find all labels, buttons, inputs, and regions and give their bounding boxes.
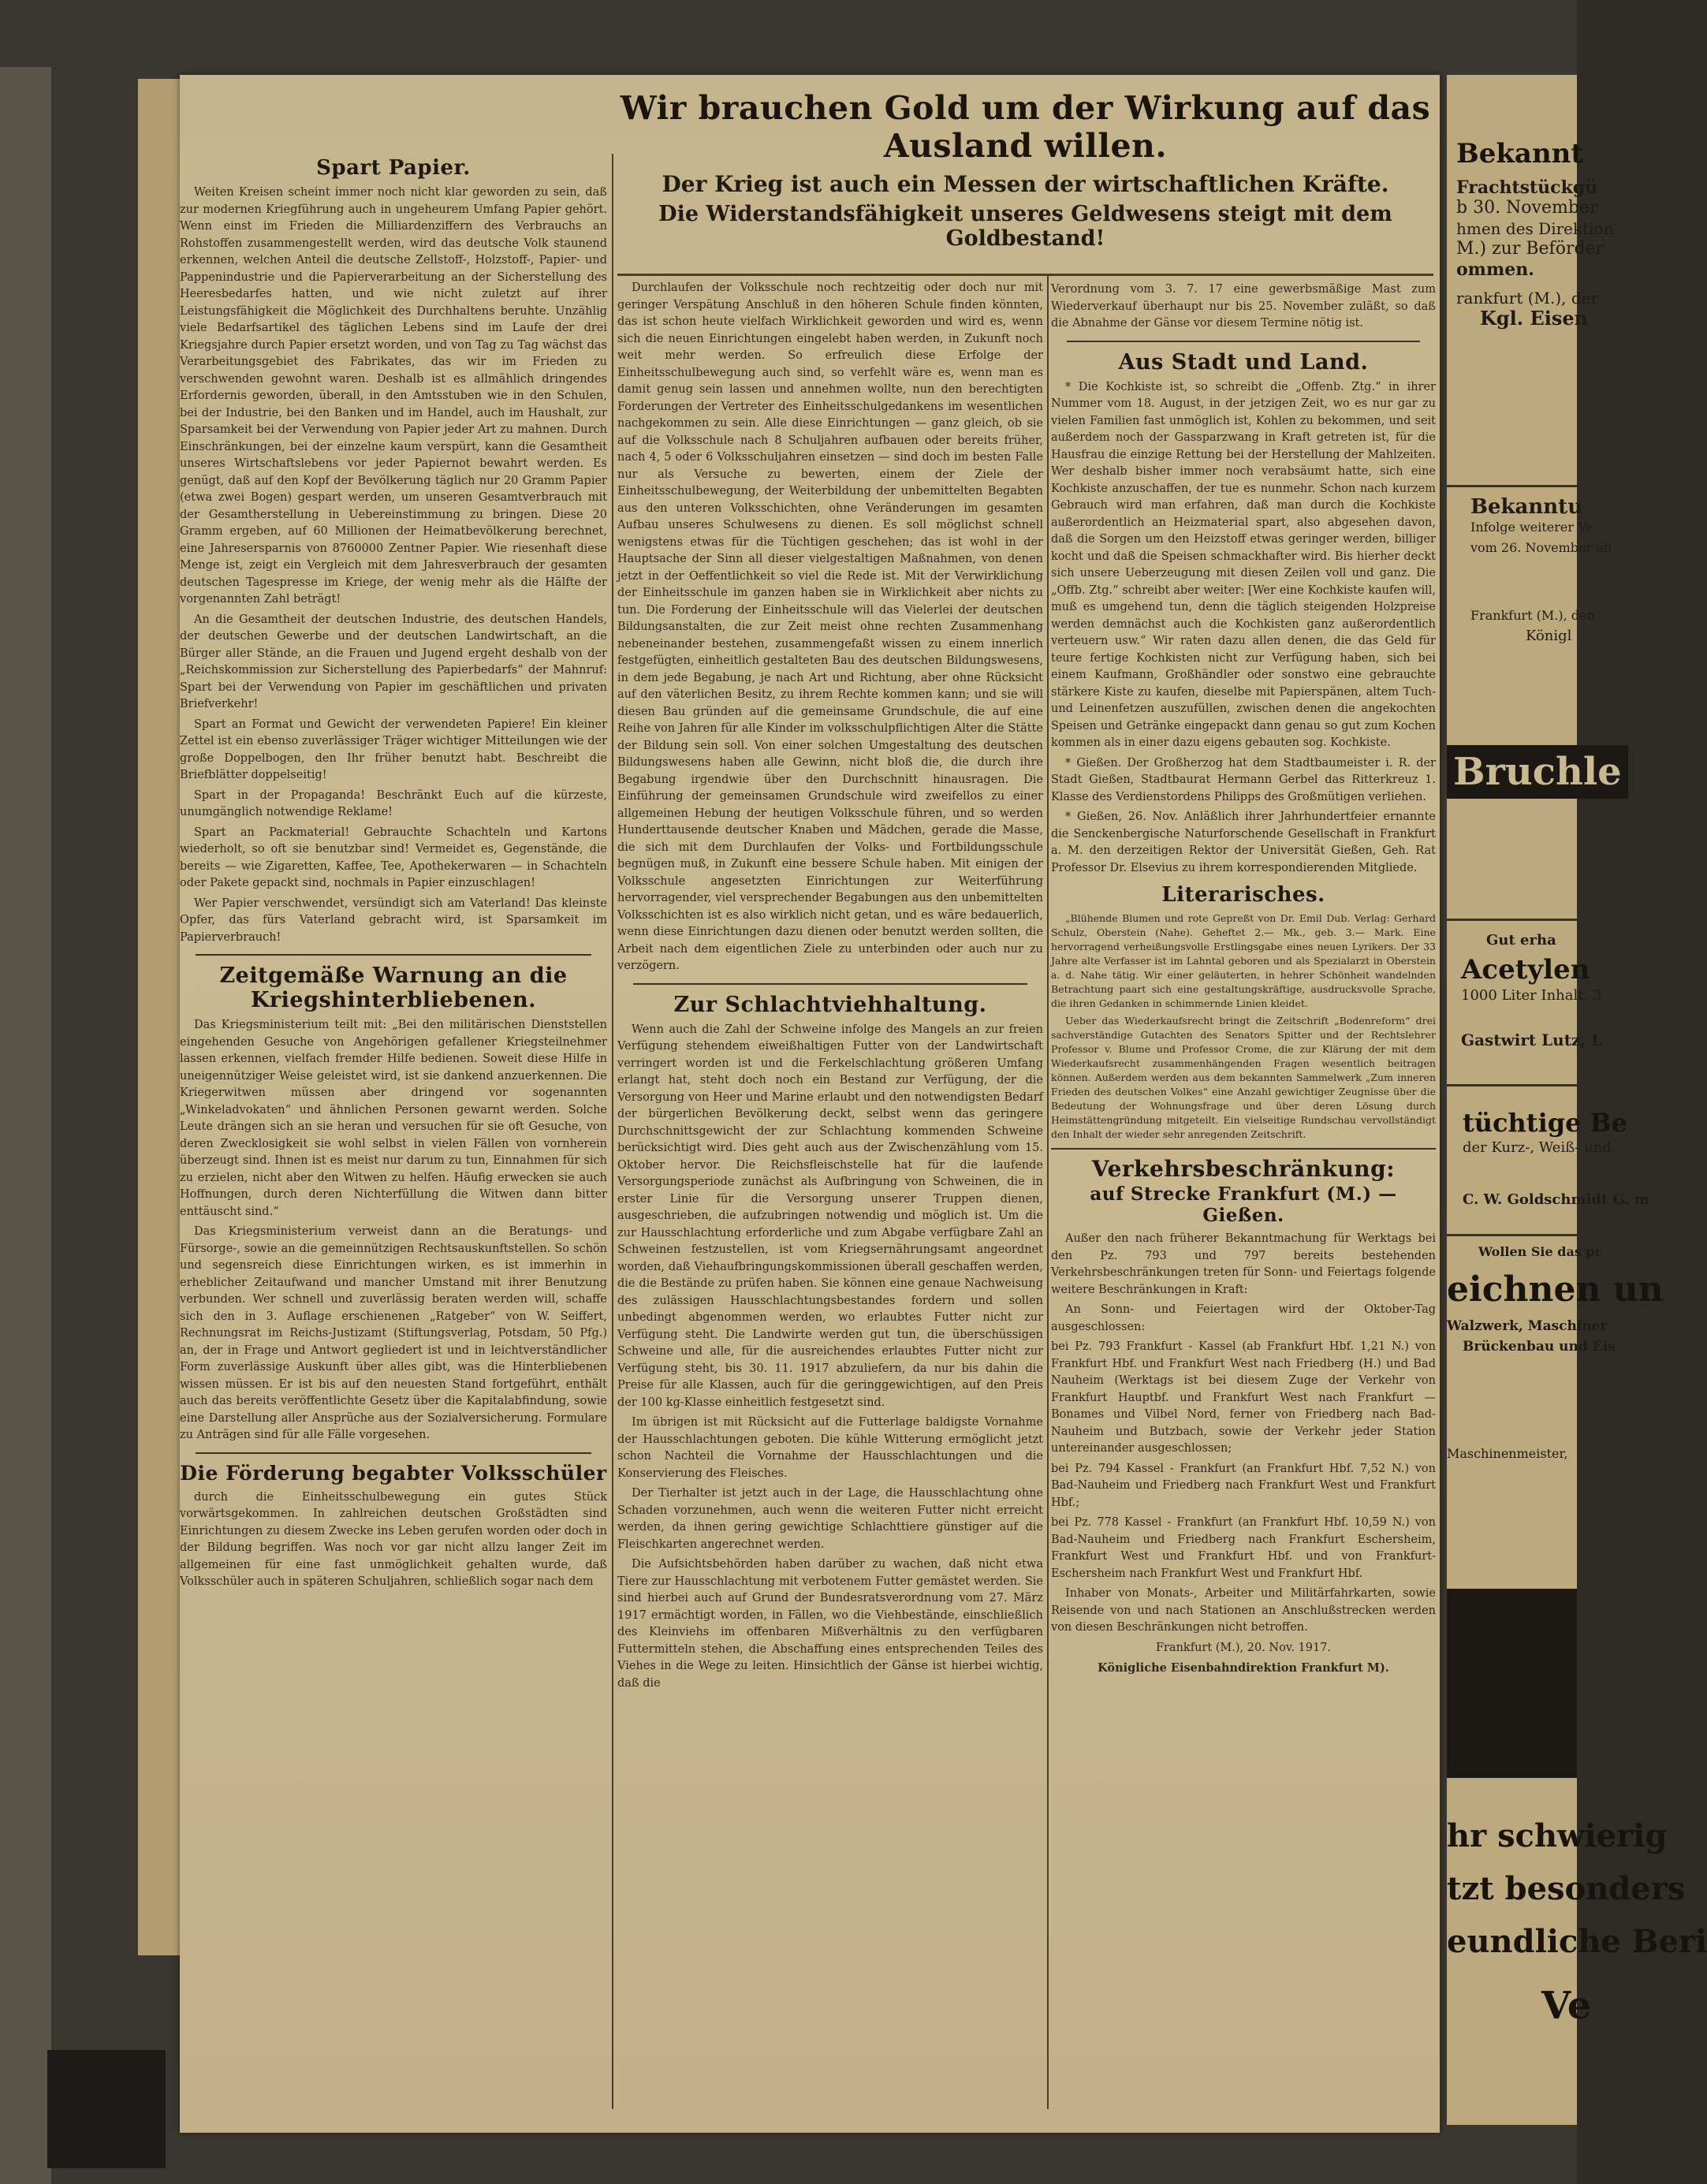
ad-brand: Bruchle (1447, 745, 1628, 799)
ad-line: Walzwerk, Maschiner (1447, 1318, 1608, 1334)
article-title: Zeitgemäße Warnung an die Kriegshinterbliebenen. (219, 963, 568, 1012)
page-edge (138, 79, 185, 1955)
article-paragraph: bei Pz. 794 Kassel - Frankfurt (an Frankfurt Hbf. 7,52 N.) von Bad-Nauheim und Friedberg nach Frankfurt West und Frankfurt Hbf.; (1051, 1462, 1436, 1509)
ad-block (1478, 1242, 1601, 1262)
article-paragraph: * Gießen, 26. Nov. Anläßlich ihrer Jahrhundertfeier ernannte die Senckenbergische Naturforschende Gesellschaft in Frankfurt a. M. den derzeitigen Rektor der Universität Gießen, Geh. Rat Professor Dr. Elsevius zu ihrem korrespondierenden Mitgliede. (1051, 811, 1436, 874)
ad-heading: Ve (1541, 1984, 1592, 2028)
masthead (617, 83, 1433, 251)
ad-line: Wollen Sie das pr (1478, 1244, 1602, 1259)
ad-line: Königl (1526, 628, 1572, 644)
article-paragraph: Durchlaufen der Volksschule noch rechtzeitig oder doch nur mit geringer Verspätung Anschluß in den höheren Schule finden könnten, das ist schon heute vielfach Wirklichkeit geworden und wird es, wenn sich die neuen Einrichtungen eingelebt haben werden, in Zukunft noch weit mehr werden. So erfreulich diese Erfolge der Einheitsschulbewegung auch sind, so verfehlt wäre es, wenn man es damit genug sein lassen und annehmen wollte, nun den berechtigten Forderungen der Vertreter des Einheitsschulgedankens im wesentlichen nachgekommen zu sein. Alle diese Einrichtungen — ganz gleich, ob sie auf die Volksschule nach 8 Schuljahren aufbauen oder bereits früher, nach 4, 5 oder 6 Volksschuljahren einsetzen — sind doch im besten Falle nur als Versuche zu bewerten, einem der Ziele der Einheitsschulbewegung, der Weiterbildung der unbemittelten Begabten aus den unteren Volksschichten, ohne Veränderungen im gesamten Aufbau unseres Schulwesens zu dienen. Es soll möglichst schnell wenigstens etwas für die Tüchtigen geschehen; das ist wohl in der Hauptsache der Sinn all dieser vielgestaltigen Maßnahmen, von denen jetzt in der Oeffentlichkeit so viel die Rede ist. Mit der Verwirklichung der Einheitsschule im ganzen haben sie in Wirklichkeit aber nichts zu tun. Die Forderung der Einheitsschule will das Vielerlei der deutschen Bildungsanstalten, die zur Zeit meist ohne rechten Zusammenhang nebeneinander bestehen, zusammengefaßt wissen zu einem innerlich festgefügten, einheitlich gestalteten Bau des deutschen Bildungswesens, in dem jede Begabung, je nach Art und Richtung, aber ohne Rücksicht auf den väterlichen Besitz, zu ihrem Rechte kommen kann; und sie will diesen Bau gründen auf die gemeinsame Grundschule, die auf eine Reihe von Jahren für alle Kinder im volksschulpflichtigen Alter die Stätte der Bildung sein soll. Von einer solchen Umgestaltung des deutschen Bildungswesens haben alle Gewinn, nicht bloß die, die durch ihre Begabung irgendwie über den Durchschnitt hinausragen. Die Einführung der gemeinsamen Grundschule wird zweifellos zu einer allgemeinen Hebung der heutigen Volksschule führen, und so werden Hunderttausende deutscher Knaben und Mädchen, gerade die Masse, die sich mit dem Durchlaufen der Volks- und Fortbildungsschule begnügen muß, in Zukunft eine bessere Schule haben. Mit einigen der Volksschule angesetzten Einrichtungen zur Weiterführung hervorragender, viel versprechender Begabungen aus den unbemittelten Volksschichten ist es also wirklich nicht getan, und es wäre bedauerlich, wenn diese Einrichtungen dazu dienen oder benutzt werden sollten, die Arbeit nach dem eigentlichen Ziele zu unterbinden oder auch nur zu verzögern. (617, 281, 1043, 972)
ad-rule (1447, 919, 1577, 921)
article-title: Verkehrsbeschränkung: (1091, 1156, 1396, 1182)
article-title: Zur Schlachtviehhaltung. (673, 992, 987, 1017)
ad-heading: tüchtige Be (1463, 1108, 1628, 1138)
ad-heading: tzt besonders (1447, 1870, 1686, 1907)
divider (196, 1452, 591, 1454)
column-middle (617, 280, 1043, 2113)
adjacent-page (1447, 75, 1707, 2125)
ad-line: Infolge weiterer Ve (1470, 520, 1593, 535)
masthead-subtitle-2: Die Widerstandsfähigkeit unseres Geldwesens steigt mit dem Goldbestand! (658, 202, 1392, 251)
ad-line: Frachtstückgü (1456, 177, 1598, 198)
ad-line: rankfurt (M.), der (1456, 289, 1599, 307)
ad-line: 1000 Liter Inhalt, 3 (1461, 987, 1602, 1004)
ad-brand-box (1447, 745, 1628, 799)
ad-line: ommen. (1456, 259, 1534, 280)
article-paragraph: Spart in der Propaganda! Beschränkt Euch auf die kürzeste, unumgänglich notwendige Reklame! (180, 788, 607, 818)
article-paragraph: bei Pz. 778 Kassel - Frankfurt (an Frankfurt Hbf. 10,59 N.) von Bad-Nauheim und Friedberg nach Frankfurt Eschersheim, Frankfurt West und Frankfurt Hbf. und von Frankfurt-Eschersheim nach Frankfurt West und Frankfurt Hbf. (1051, 1516, 1436, 1580)
article-title: Aus Stadt und Land. (1118, 349, 1369, 375)
column-right (1051, 281, 1436, 2115)
ad-block (1447, 1269, 1664, 1464)
article-paragraph: Im übrigen ist mit Rücksicht auf die Futterlage baldigste Vornahme der Hausschlachtungen geboten. Die kühle Witterung ermöglicht jetzt schon Nachteil die Vornahme der Hausschlachtungen und die Konservierung des Fleisches. (617, 1416, 1043, 1480)
ad-line: hmen des Direktion (1456, 219, 1614, 238)
ad-block (1470, 497, 1612, 647)
scan-corner (47, 2050, 166, 2168)
ad-line: C. W. Goldschmidt G. m (1463, 1191, 1649, 1208)
article-paragraph: Wer Papier verschwendet, versündigt sich am Vaterland! Das kleinste Opfer, das fürs Vaterland gebracht wird, ist Sparsamkeit im Papierverbrauch! (180, 896, 607, 944)
column-rule-mid (1047, 276, 1049, 2109)
ad-rule (1447, 485, 1577, 487)
ad-line: Brückenbau und Eis (1463, 1339, 1616, 1355)
article-paragraph: Verordnung vom 3. 7. 17 eine gewerbsmäßige Mast zum Wiederverkauf überhaupt nur bis 25. November zuläßt, so daß die Abnahme der Gänse vor diesem Termine nötig ist. (1051, 283, 1436, 330)
article-paragraph: bei Pz. 793 Frankfurt - Kassel (ab Frankfurt Hbf. 1,21 N.) von Frankfurt Hbf. und Frankfurt West nach Friedberg (H.) und Bad Nauheim (Werktags ist bei diesem Zuge der Verkehr von Frankfurt Hauptbf. und Frankfurt West nach Frankfurt — Bonames und Vilbel Nord, ferner von Friedberg nach Bad-Nauheim und Butzbach, sowie der Verkehr jeder Station untereinander ausgeschlossen; (1051, 1340, 1436, 1455)
article-paragraph: * Gießen. Der Großherzog hat dem Stadtbaumeister i. R. der Stadt Gießen, Stadtbaurat Hermann Gerbel das Ritterkreuz 1. Klasse des Verdienstordens Philipps des Großmütigen verliehen. (1051, 756, 1436, 803)
article-paragraph: * Die Kochkiste ist, so schreibt die „Offenb. Ztg.“ in ihrer Nummer vom 18. August, in der jetzigen Zeit, wo es nur gar zu vielen Familien fast unmöglich ist, Kohlen zu bekommen, und seit außerdem noch der Gassparzwang in Kraft getreten ist, für die Hausfrau die einzige Rettung bei der Herstellung der Mahlzeiten. Wer deshalb bisher immer noch verabsäumt hatte, sich eine Kochkiste anzuschaffen, der tue es nunmehr. Schon nach kurzem Gebrauch wird man erfahren, daß man durch die Kochkiste außerordentlich an Heizmaterial spart, also abgesehen davon, daß die Sorgen um den Heizstoff etwas geringer werden, billiger kocht und daß die Speisen schmackhafter wird. Bis hierher deckt sich unsere Ueberzeugung mit diesen Zeilen voll und ganz. Die „Offb. Ztg.“ schreibt aber weiter: [Wer eine Kochkiste kaufen will, muß es umgehend tun, denn die täglich steigenden Holzpreise werden demnächst auch die Kochkisten ganz außerordentlich verteuern usw.“ Wir raten dazu allen denen, die das Geld für teure fertige Kochkisten nicht zur Verfügung haben, sich bei einem Kaufmann, Großhändler oder sonstwo eine gebrauchte stärkere Kiste zu kaufen, dieselbe mit Papierspänen, altem Tuch- und Leinenfetzen auszufüllen, zwischen denen die angekochten Speisen und Getränke eingepackt dann genau so gut zum Kochen kommen als in einer dazu eigens gebauten sog. Kochkiste. (1051, 380, 1436, 749)
divider (633, 983, 1027, 985)
article-date: Frankfurt (M.), 20. Nov. 1917. (1155, 1641, 1332, 1654)
article-paragraph: Wenn auch die Zahl der Schweine infolge des Mangels an zur freien Verfügung stehendem eiweißhaltigen Futter von der Landwirtschaft verringert worden ist und die Ferkelschlachtung größeren Umfang erlangt hat, steht doch noch ein Bestand zur Verfügung, der die Versorgung von Heer und Marine erlaubt und den notwendigsten Bedarf der bürgerlichen Bevölkerung deckt, selbst wenn das geringere Durchschnittsgewicht der zur Schlachtung kommenden Schweine berücksichtigt wird. Dies geht auch aus der Zwischenzählung vom 15. Oktober hervor. Die Reichsfleischstelle hat für die laufende Versorgungsperiode zunächst als Aufbringung von Schweinen, die in erster Linie für die Versorgung unserer Truppen dienen, ausgeschrieben, die aufzubringen notwendig und möglich ist. Um die zur Hausschlachtung erforderliche und zum Abgabe verfügbare Zahl an Schweinen festzustellen, ist vom Kriegsernährungsamt angeordnet worden, daß Viehaufbringungskommissionen überall geschaffen werden, die die Bestände zu prüfen haben. Sie können eine genaue Nachweisung des zulässigen Hausschlachtungsbestandes fordern und sollen unbedingt abgenommen werden, wo erlaubtes Futter nicht zur Verfügung steht. Die Landwirte werden gut tun, die überschüssigen Schweine und alle, für die ausreichendes erlaubtes Futter nicht zur Verfügung steht, bis 30. 11. 1917 abzuliefern, da nur bis dahin die Preise für alle Klassen, auch für die geringgewichtigen, auf den Preis der 100 kg-Klasse einheitlich festgesetzt sind. (617, 1023, 1043, 1409)
article-title: Spart Papier. (316, 156, 471, 180)
article-subtitle: auf Strecke Frankfurt (M.) — Gießen. (1090, 1183, 1397, 1226)
ad-illustration (1447, 1589, 1577, 1778)
masthead-rule (617, 274, 1433, 276)
ad-heading: Bekanntu (1470, 495, 1583, 519)
ad-line: Gastwirt Lutz, L (1461, 1031, 1603, 1049)
divider (1051, 1148, 1436, 1150)
ad-heading: eundliche Beri (1447, 1923, 1707, 1960)
article-paragraph: durch die Einheitsschulbewegung ein gutes Stück vorwärtsgekommen. In zahlreichen deutschen Großstädten sind Einrichtungen zu diesem Zwecke ins Leben gerufen worden oder doch in der Bildung begriffen. Was noch vor gar nicht allzu langer Zeit im allgemeinen für eine fast unmöglichkeit gehalten wurde, daß Volksschüler auch in späteren Schuljahren, schließlich sogar nach dem (180, 1490, 607, 1588)
ad-brand: Acetylen (1461, 954, 1590, 986)
ad-heading: hr schwierig (1447, 1817, 1668, 1854)
ad-line: Gut erha (1486, 932, 1556, 949)
ad-line: vom 26. November ab (1470, 540, 1612, 555)
column-rule-left (612, 154, 613, 2109)
ad-block (1456, 138, 1613, 329)
ad-line: M.) zur Beförder (1456, 239, 1605, 259)
article-paragraph: Ueber das Wiederkaufsrecht bringt die Zeitschrift „Bodenreform“ drei sachverständige Gutachten des Senators Spitter und der Rechtslehrer Professor v. Blume und Professor Crome, die zur Klärung der mit dem Wiederkaufsrecht zusammenhängenden Fragen wesentlich beitragen können. Außerdem werden aus dem bekannten Sammelwerk „Zum inneren Frieden des deutschen Volkes“ eine Anzahl gewichtiger Zeugnisse über die Bedeutung der Wohnungsfrage und über deren Lösung durch Heimstättengründung mitgeteilt. Ein vielseitige Rundschau vervollständigt den Inhalt der wieder sehr anregenden Zeitschrift. (1051, 1015, 1436, 1140)
ad-line: der Kurz-, Weiß- und (1463, 1139, 1612, 1156)
ad-line: Kgl. Eisen (1480, 307, 1589, 330)
masthead-title: Wir brauchen Gold um der Wirkung auf das Ausland willen. (620, 89, 1431, 165)
column-left (180, 150, 607, 2113)
article-paragraph: Außer den nach früherer Bekanntmachung für Werktags bei den Pz. 793 und 797 bereits bestehenden Verkehrsbeschränkungen treten für Sonn- und Feiertags folgende weitere Beschränkungen in Kraft: (1051, 1232, 1436, 1296)
newspaper-page (180, 75, 1440, 2133)
ad-line: Maschinenmeister, (1447, 1446, 1568, 1461)
divider (196, 954, 591, 956)
article-paragraph: An Sonn- und Feiertagen wird der Oktober-Tag ausgeschlossen: (1051, 1303, 1436, 1333)
ad-line: Frankfurt (M.), den (1470, 608, 1595, 623)
article-paragraph: Der Tierhalter ist jetzt auch in der Lage, die Hausschlachtung ohne Schaden vorzunehmen, auch wenn die weiteren Futter nicht erreicht werden, da ihnen gering gewichtige Schlachttiere günstiger auf die Fleischkarten angerechnet werden. (617, 1487, 1043, 1551)
article-paragraph: Inhaber von Monats-, Arbeiter und Militärfahrkarten, sowie Reisende von und nach Stationen an Anschlußstrecken werden von diesen Beschränkungen nicht betroffen. (1051, 1587, 1436, 1634)
ad-block (1486, 930, 1556, 951)
ad-brand: eichnen un (1447, 1269, 1664, 1310)
article-paragraph: Das Kriegsministerium verweist dann an die Beratungs- und Fürsorge-, sowie an die gemeinnützigen Rechtsauskunftstellen. So schön und segensreich diese Einrichtungen wirken, es ist immerhin in erheblicher Zeitaufwand und mancher Umstand mit ihrer Benutzung verbunden. Wer schnell und zuverlässig beraten werden will, schaffe sich den in 3. Auflage erschienenen „Ratgeber“ von W. Seiffert, Rechnungsrat im Reichs-Justizamt (Stiftungsverlag, Potsdam, 50 Pfg.) an, der in Frage und Antwort gegliedert ist und in leichtverständlicher Form zuverlässige Auskunft über alles gibt, was die Hinterbliebenen wissen müssen. Er ist bis auf den neuesten Stand fortgeführt, enthält auch das bereits veröffentlichte Gesetz über die Kapitalabfindung, sowie eine Darstellung aller Ansprüche aus der Sozialversicherung. Formulare zu Anträgen sind für alle Fälle vorgesehen. (180, 1225, 607, 1441)
ad-block (1461, 954, 1602, 1050)
article-paragraph: Das Kriegsministerium teilt mit: „Bei den militärischen Dienststellen eingehenden Gesuche von Angehörigen gefallener Kriegsteilnehmer lassen erkennen, vielfach fremder Hilfe bedienen. Soweit diese Hilfe in uneigennütziger Weise geleistet wird, ist sie dankend anzuerkennen. Die Kriegerwitwen müssen aber dringend vor sogenannten „Winkeladvokaten“ und ähnlichen Personen gewarnt werden. Solche Leute drängen sich an sie heran und versuchen für sie oft Gesuche, von deren Zwecklosigkeit sie wohl selbst in vielen Fällen von vornherein überzeugt sind. Ihnen ist es meist nur darum zu tun, Einnahmen für sich zu erzielen, nicht aber den Witwen zu helfen. Häufig erwecken sie auch Hoffnungen, durch deren Nichterfüllung die Witwen dann bitter enttäuscht sind.“ (180, 1019, 607, 1218)
article-title: Literarisches. (1161, 883, 1325, 907)
article-paragraph: Weiten Kreisen scheint immer noch nicht klar geworden zu sein, daß zur modernen Kriegführung auch in ungeheurem Umfang Papier gehört. Wenn einst im Frieden die Milliardenziffern des Verbrauchs an Rohstoffen zusammengestellt werden, wird das deutsche Volk staunend erkennen, welchen Anteil die deutsche Zellstoff-, Holzstoff-, Papier- und Pappenindustrie und die Papierverarbeitung an der Sicherstellung des Heeresbedarfes hatten, und wie nicht zuletzt auf ihrer Leistungsfähigkeit die Möglichkeit des Durchhaltens beruhte. Unzählig viele Bedarfsartikel des täglichen Lebens sind im Laufe der drei Kriegsjahre durch Papier ersetzt worden, und von Tag zu Tag wächst das Verarbeitungsgebiet des Fabrikates, das wir im Frieden zu verschwenden gewohnt waren. Deshalb ist es allmählich dringendes Erfordernis geworden, überall, in den Amtsstuben wie in den Schulen, bei der Industrie, bei den Banken und im Handel, auch im Haushalt, zur Sparsamkeit bei der Verwendung von Papier jeder Art zu mahnen. Durch Einschränkungen, bei der einzelne kaum verspürt, kann die Gesamtheit unseres Wirtschaftslebens vor jeder Papiernot bewahrt werden. Es genügt, daß auf den Kopf der Bevölkerung täglich nur 20 Gramm Papier (etwa zwei Bogen) gespart werden, um unseren Gesamtverbrauch mit der Gesamtherstellung in Uebereinstimmung zu bringen. Diese 20 Gramm ergeben, auf 60 Millionen der Heimatbevölkerung berechnet, eine Jahresersparnis von 8760000 Zentner Papier. Wie riesenhaft diese Menge ist, zeigt ein Vergleich mit dem Jahresverbrauch der gesamten deutschen Tagespresse im Kriege, der wenig mehr als die Hälfte der vorgenannten Zahl beträgt! (180, 186, 607, 606)
article-title: Die Förderung begabter Volksschüler (180, 1461, 607, 1485)
ad-rule (1447, 1234, 1577, 1236)
divider (1067, 341, 1420, 342)
article-paragraph: „Blühende Blumen und rote Gepreßt von Dr. Emil Dub. Verlag: Gerhard Schulz, Oberstein (Nahe). Geheftet 2.— Mk., geb. 3.— Mark. Eine hervorragend verheißungsvolle Erstlingsgabe eines neuen Lyrikers. Der 33 Jahre alte Verfasser ist im Lahntal geboren und als Spezialarzt in Oberstein a. d. Nahe tätig. Wir einer geläuterten, in hehrer Schönheit wandelnden Betrachtung paart sich eine gestaltungskräftige, ausdrucksvolle Sprache, die ihren Gedanken in schimmernde Linien kleidet. (1051, 912, 1436, 1009)
ad-rule (1447, 1084, 1577, 1086)
article-paragraph: Die Aufsichtsbehörden haben darüber zu wachen, daß nicht etwa Tiere zur Hausschlachtung mit verbotenem Futter gemästet werden. Sie sind hierbei auch auf Grund der Bundesratsverordnung vom 27. März 1917 ermächtigt worden, in Fällen, wo die Viehbestände, einschließlich des Kleinviehs im offenbaren Mißverhältnis zu den verfügbaren Futtermitteln stehen, die Abschaffung eines entsprechenden Teiles des Viehes in die Wege zu leiten. Hinsichtlich der Gänse ist hierbei wichtig, daß die (617, 1558, 1043, 1690)
article-paragraph: Spart an Packmaterial! Gebrauchte Schachteln und Kartons wiederholt, so oft sie benutzbar sind! Vermeidet es, Gegenstände, die bereits — wie Zigaretten, Kaffee, Tee, Apothekerwaren — in Schachteln oder Pakete gepackt sind, nochmals in Papier einzuschlagen! (180, 826, 607, 889)
ad-heading: Bekannt (1456, 138, 1584, 170)
article-signature: Königliche Eisenbahndirektion Frankfurt M). (1098, 1661, 1389, 1675)
article-paragraph: Spart an Format und Gewicht der verwendeten Papiere! Ein kleiner Zettel ist ein ebenso zuverlässiger Träger wichtiger Mitteilungen wie der große Doppelbogen, den Ihr früher benutzt habt. Beschreibt die Briefblätter doppelseitig! (180, 717, 607, 781)
ad-line: b 30. November (1456, 198, 1598, 218)
ad-block (1447, 1817, 1707, 2028)
masthead-subtitle: Der Krieg ist auch ein Messen der wirtschaftlichen Kräfte. (662, 171, 1389, 197)
binding-strip (0, 67, 51, 2184)
ad-block (1463, 1108, 1649, 1210)
article-paragraph: An die Gesamtheit der deutschen Industrie, des deutschen Handels, der deutschen Gewerbe und der deutschen Landwirtschaft, an die Bürger aller Stände, an die Frauen und Jugend ergeht deshalb von der „Reichskommission zur Sicherstellung des Papierbedarfs“ der Mahnruf: Spart bei der Verwendung von Papier im geschäftlichen und privaten Briefverkehr! (180, 613, 607, 710)
